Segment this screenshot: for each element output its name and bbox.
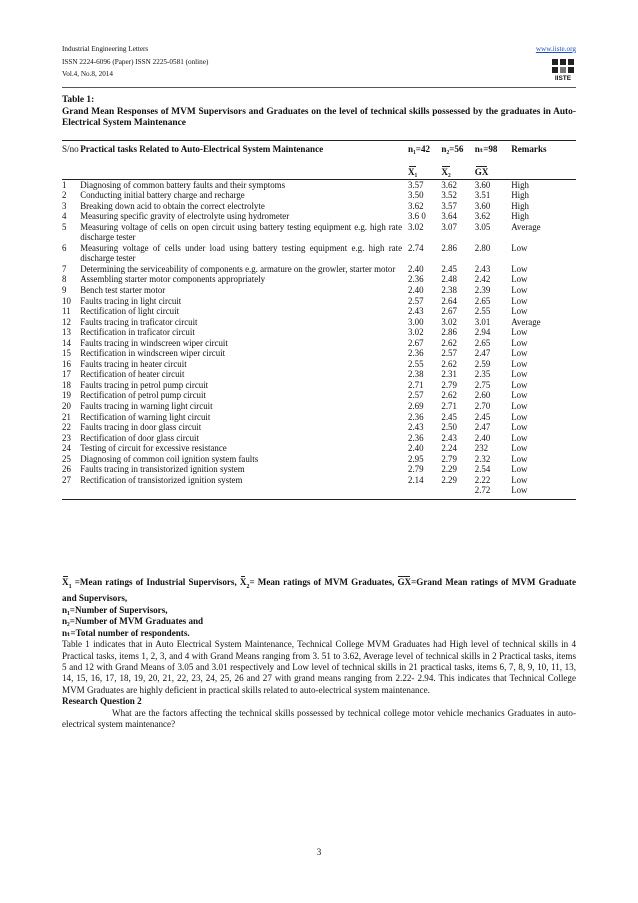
- row-x1: 2.14: [408, 474, 424, 485]
- row-remark: Low: [511, 390, 528, 401]
- iiste-logo-icon: [550, 57, 576, 81]
- row-sno: 26: [62, 464, 71, 475]
- row-gx: 2.32: [474, 453, 491, 464]
- row-x1: 2.40: [408, 443, 424, 454]
- row-sno: 19: [62, 390, 71, 401]
- row-gx: 2.54: [474, 464, 491, 475]
- row-gx: 2.70: [474, 400, 491, 411]
- col-header-remarks: Remarks: [511, 144, 547, 154]
- row-task: Faults tracing in transistorized ignition system: [80, 464, 245, 475]
- row-remark: Low: [511, 295, 528, 306]
- empty-cell: [62, 485, 80, 499]
- row-sno: 15: [62, 348, 71, 359]
- row-x2: 2.86: [441, 242, 457, 253]
- journal-issn: ISSN 2224-6096 (Paper) ISSN 2225-0581 (online): [62, 57, 209, 66]
- row-gx: 2.65: [474, 337, 491, 348]
- row-task: Bench test starter motor: [80, 284, 166, 295]
- legend-x1-text: =Mean ratings of Industrial Supervisors,: [71, 577, 240, 587]
- row-task: Breaking down acid to obtain the correct electrolyte: [80, 200, 265, 211]
- row-remark: Low: [511, 474, 528, 485]
- row-x1: 2.43: [408, 306, 424, 317]
- row-gx: 2.60: [474, 390, 491, 401]
- row-gx: 232: [474, 443, 489, 454]
- row-gx: 3.01: [474, 316, 491, 327]
- n2-label: n₂=56: [441, 144, 464, 154]
- row-remark: Low: [511, 327, 528, 338]
- row-x2: 2.62: [441, 390, 457, 401]
- table-row: [62, 179, 576, 190]
- legend-x1-symbol: X: [62, 577, 69, 587]
- col-header-nt: [475, 141, 511, 179]
- row-x2: 2.43: [441, 432, 457, 443]
- row-gx: 2.40: [474, 432, 491, 443]
- row-gx: 2.94: [474, 327, 491, 338]
- row-task: Faults tracing in door glass circuit: [80, 422, 202, 433]
- row-sno: 18: [62, 379, 71, 390]
- row-sno: 10: [62, 295, 71, 306]
- row-x2: 2.29: [441, 474, 457, 485]
- row-remark: Low: [511, 263, 528, 274]
- row-x1: 3.6 0: [408, 211, 426, 222]
- row-remark: Low: [511, 348, 528, 359]
- journal-header: [62, 43, 576, 81]
- row-x1: 2.95: [408, 453, 424, 464]
- row-sno: 20: [62, 400, 71, 411]
- table-row: [62, 296, 576, 307]
- row-remark: Average: [511, 221, 541, 232]
- journal-volume: Vol.4, No.8, 2014: [62, 70, 113, 79]
- table-row: [62, 390, 576, 401]
- row-remark: Low: [511, 453, 528, 464]
- row-x2: 2.29: [441, 464, 457, 475]
- row-gx: 2.47: [474, 348, 491, 359]
- x1-label: X₁: [408, 167, 418, 177]
- row-x2: 2.24: [441, 443, 457, 454]
- row-x1: 2.36: [408, 348, 424, 359]
- row-x2: 3.07: [441, 221, 457, 232]
- row-x1: 2.57: [408, 390, 424, 401]
- table-row: [62, 317, 576, 328]
- row-gx: 2.22: [474, 474, 491, 485]
- row-x1: 2.69: [408, 400, 424, 411]
- legend-gx-text: =Grand Mean ratings of MVM Graduate and Supervisors,: [62, 577, 576, 604]
- table-caption: [62, 95, 576, 130]
- row-x2: 3.02: [441, 316, 457, 327]
- row-gx: 2.55: [474, 306, 491, 317]
- row-task: Faults tracing in warning light circuit: [80, 400, 213, 411]
- row-remark: Average: [511, 316, 541, 327]
- row-gx: 2.45: [474, 411, 491, 422]
- row-gx: 2.43: [474, 263, 491, 274]
- empty-cell: [80, 485, 408, 499]
- row-x2: 3.64: [441, 211, 457, 222]
- grand-total-remark: Low: [511, 485, 528, 496]
- row-remark: Low: [511, 443, 528, 454]
- research-question-heading: Research Question 2: [62, 696, 142, 707]
- row-sno: 12: [62, 316, 71, 327]
- row-task: Diagnosing of common battery faults and their symptoms: [80, 179, 286, 190]
- row-sno: 11: [62, 306, 71, 317]
- nt-label: nₜ=98: [474, 144, 498, 154]
- row-task: Assembling starter motor components appropriately: [80, 274, 266, 285]
- row-sno: 6: [62, 242, 67, 253]
- row-task: Faults tracing in light circuit: [80, 295, 182, 306]
- row-x1: 2.79: [408, 464, 424, 475]
- row-task: Diagnosing of common coil ignition system faults: [80, 453, 259, 464]
- row-sno: 14: [62, 337, 71, 348]
- row-x1: 2.55: [408, 358, 424, 369]
- table-row: [62, 422, 576, 433]
- legend-x2-symbol: X: [239, 577, 247, 587]
- table-row: [62, 243, 576, 264]
- row-sno: 25: [62, 453, 71, 464]
- row-sno: 22: [62, 422, 71, 433]
- row-task: Measuring specific gravity of electrolyte using hydrometer: [80, 211, 290, 222]
- row-remark: Low: [511, 284, 528, 295]
- row-x2: 2.57: [441, 348, 457, 359]
- row-task: Rectification in windscreen wiper circuit: [80, 348, 226, 359]
- row-task: Faults tracing in petrol pump circuit: [80, 379, 209, 390]
- row-task: Measuring voltage of cells on open circuit using battery testing equipment e.g. high rate discharge tester: [80, 221, 403, 243]
- row-sno: 1: [62, 179, 67, 190]
- row-remark: Low: [511, 400, 528, 411]
- row-task: Rectification in traficator circuit: [80, 327, 195, 338]
- row-remark: Low: [511, 337, 528, 348]
- row-gx: 2.65: [474, 295, 491, 306]
- table-row: [62, 464, 576, 475]
- row-task: Rectification of door glass circuit: [80, 432, 199, 443]
- row-x2: 2.48: [441, 274, 457, 285]
- grand-total-row: [62, 485, 576, 499]
- row-task: Rectification of heater circuit: [80, 369, 185, 380]
- row-task: Faults tracing in windscreen wiper circuit: [80, 337, 228, 348]
- row-gx: 2.39: [474, 284, 491, 295]
- row-gx: 3.60: [474, 179, 491, 190]
- row-gx: 2.75: [474, 379, 491, 390]
- empty-cell: [408, 485, 441, 499]
- row-x2: 2.79: [441, 453, 457, 464]
- row-x2: 2.67: [441, 306, 457, 317]
- col-header-n2: [441, 141, 474, 179]
- table-row: [62, 380, 576, 391]
- row-remark: High: [511, 200, 529, 211]
- row-x2: 2.62: [441, 358, 457, 369]
- row-remark: High: [511, 211, 529, 222]
- row-sno: 8: [62, 274, 67, 285]
- row-x2: 2.79: [441, 379, 457, 390]
- x2-label: X₂: [441, 167, 451, 177]
- legend-definitions: $X_1$ =Mean ratings of Industrial Supervisors, $X_2=$ Mean ratings of MVM Graduates, GX=Grand Mean ratings of MVM Graduate and Supervisors,: [62, 577, 576, 604]
- row-sno: 16: [62, 358, 71, 369]
- row-task: Conducting initial battery charge and recharge: [80, 190, 245, 201]
- row-x1: 2.38: [408, 369, 424, 380]
- row-remark: High: [511, 179, 529, 190]
- row-gx: 3.60: [474, 200, 491, 211]
- row-task: Testing of circuit for excessive resistance: [80, 443, 227, 454]
- row-x2: 3.57: [441, 200, 457, 211]
- row-sno: 23: [62, 432, 71, 443]
- row-remark: High: [511, 190, 529, 201]
- legend-gx-symbol: GX: [397, 577, 412, 587]
- row-gx: 2.47: [474, 422, 491, 433]
- row-sno: 5: [62, 221, 67, 232]
- results-table: [62, 140, 576, 500]
- row-x1: 3.62: [408, 200, 424, 211]
- table-row: [62, 190, 576, 201]
- table-row: [62, 348, 576, 359]
- row-x1: 3.50: [408, 190, 424, 201]
- row-x2: 2.62: [441, 337, 457, 348]
- legend-n1: n₁=Number of Supervisors,: [62, 604, 168, 615]
- row-x2: 2.45: [441, 411, 457, 422]
- row-x1: 2.36: [408, 274, 424, 285]
- row-x1: 3.02: [408, 327, 424, 338]
- table-row: [62, 433, 576, 444]
- row-remark: Low: [511, 369, 528, 380]
- table-title: Grand Mean Responses of MVM Supervisors and Graduates on the level of technical skills possessed by the graduates in Auto-Electrical System Maintenance: [62, 106, 576, 128]
- row-x1: 2.40: [408, 284, 424, 295]
- row-remark: Low: [511, 306, 528, 317]
- logo-text: IISTE: [554, 75, 572, 81]
- row-task: Measuring voltage of cells under load using battery testing equipment e.g. high rate discharge tester: [80, 242, 403, 264]
- row-task: Rectification of warning light circuit: [80, 411, 211, 422]
- row-remark: Low: [511, 242, 528, 253]
- row-x1: 3.57: [408, 179, 424, 190]
- table-row: [62, 274, 576, 285]
- row-task: Determining the serviceability of components e.g. armature on the growler, starter motor: [80, 263, 396, 274]
- row-x2: 2.50: [441, 422, 457, 433]
- table-row: [62, 412, 576, 423]
- table-row: [62, 285, 576, 296]
- table-row: [62, 201, 576, 212]
- table-row: [62, 211, 576, 222]
- legend-n2: n₂=Number of MVM Graduates and: [62, 616, 204, 627]
- row-x2: 2.64: [441, 295, 457, 306]
- row-gx: 2.42: [474, 274, 491, 285]
- row-x2: 2.71: [441, 400, 457, 411]
- row-x1: 2.36: [408, 411, 424, 422]
- row-gx: 3.51: [474, 190, 491, 201]
- row-sno: 9: [62, 284, 67, 295]
- table-row: [62, 369, 576, 380]
- results-paragraph: Table 1 indicates that in Auto Electrical System Maintenance, Technical College MVM Graduates had High level of technical skills in 4 Practical tasks, items 1, 2, 3, and 4 with Grand Means ranging from 3. 51 to 3.62, Average level of technical skills in 2 Practical tasks, items 5 and 12 with Grand Means of 3.05 and 3.01 respectively and Low level of technical skills in 21 practical tasks, items 6, 7, 8, 9, 10, 11, 13, 14, 15, 16, 17, 18, 19, 20, 21, 22, 23, 24, 25, 26 and 27 with grand means ranging from 2.22- 2.94. This indicates that Technical College MVM Graduates are highly deficient in practical skills related to auto-electrical system maintenance.: [62, 639, 576, 695]
- empty-cell: [441, 485, 474, 499]
- row-task: Faults tracing in heater circuit: [80, 358, 187, 369]
- research-question-text: What are the factors affecting the technical skills possessed by technical college motor vehicle mechanics Graduates in auto-electrical system maintenance?: [62, 707, 576, 730]
- row-sno: 2: [62, 190, 67, 201]
- row-remark: Low: [511, 379, 528, 390]
- row-sno: 7: [62, 263, 67, 274]
- row-sno: 3: [62, 200, 67, 211]
- row-gx: 2.80: [474, 242, 491, 253]
- row-sno: 13: [62, 327, 71, 338]
- journal-url-link[interactable]: www.iiste.org: [535, 45, 576, 53]
- table-body: [62, 179, 576, 499]
- table-row: [62, 454, 576, 465]
- row-x2: 2.86: [441, 327, 457, 338]
- row-remark: Low: [511, 274, 528, 285]
- row-x1: 2.67: [408, 337, 424, 348]
- table-row: [62, 327, 576, 338]
- legend-x2-text: = Mean ratings of MVM Graduates,: [249, 577, 398, 587]
- table-notes: [62, 577, 576, 731]
- table-row: [62, 443, 576, 454]
- row-x2: 3.52: [441, 190, 457, 201]
- row-x1: 2.40: [408, 263, 424, 274]
- row-x1: 2.36: [408, 432, 424, 443]
- table-row: [62, 338, 576, 349]
- table-label: Table 1:: [62, 95, 95, 105]
- col-header-sno: S/no: [62, 144, 79, 154]
- row-remark: Low: [511, 432, 528, 443]
- row-x2: 2.31: [441, 369, 457, 380]
- row-task: Rectification of transistorized ignition system: [80, 474, 243, 485]
- col-header-task: Practical tasks Related to Auto-Electrical System Maintenance: [80, 144, 324, 154]
- grand-total-gx: 2.72: [474, 485, 491, 496]
- table-row: [62, 306, 576, 317]
- page-number: 3: [316, 847, 322, 857]
- header-divider: [62, 87, 576, 88]
- row-remark: Low: [511, 358, 528, 369]
- row-x2: 2.38: [441, 284, 457, 295]
- n1-label: n₁=42: [408, 144, 431, 154]
- legend-nt: nₜ=Total number of respondents.: [62, 627, 190, 638]
- row-remark: Low: [511, 411, 528, 422]
- table-row: [62, 401, 576, 412]
- row-x1: 2.57: [408, 295, 424, 306]
- table-row: [62, 222, 576, 243]
- row-sno: 4: [62, 211, 67, 222]
- row-x1: 2.71: [408, 379, 424, 390]
- row-x2: 2.45: [441, 263, 457, 274]
- table-row: [62, 475, 576, 486]
- row-gx: 2.35: [474, 369, 491, 380]
- row-sno: 17: [62, 369, 71, 380]
- gx-label: GX: [474, 167, 489, 177]
- row-task: Faults tracing in traficator circuit: [80, 316, 198, 327]
- row-task: Rectification of petrol pump circuit: [80, 390, 206, 401]
- row-remark: Low: [511, 464, 528, 475]
- table-row: [62, 359, 576, 370]
- journal-name: Industrial Engineering Letters: [62, 45, 149, 53]
- row-task: Rectification of light circuit: [80, 306, 180, 317]
- row-gx: 3.05: [474, 221, 491, 232]
- row-x2: 3.62: [441, 179, 457, 190]
- row-x1: 3.02: [408, 221, 424, 232]
- row-x1: 2.74: [408, 242, 424, 253]
- row-x1: 3.00: [408, 316, 424, 327]
- table-row: [62, 264, 576, 275]
- row-gx: 2.59: [474, 358, 491, 369]
- row-gx: 3.62: [474, 211, 491, 222]
- row-remark: Low: [511, 422, 528, 433]
- row-sno: 21: [62, 411, 71, 422]
- row-sno: 27: [62, 474, 71, 485]
- row-x1: 2.43: [408, 422, 424, 433]
- row-sno: 24: [62, 443, 71, 454]
- col-header-n1: [408, 141, 441, 179]
